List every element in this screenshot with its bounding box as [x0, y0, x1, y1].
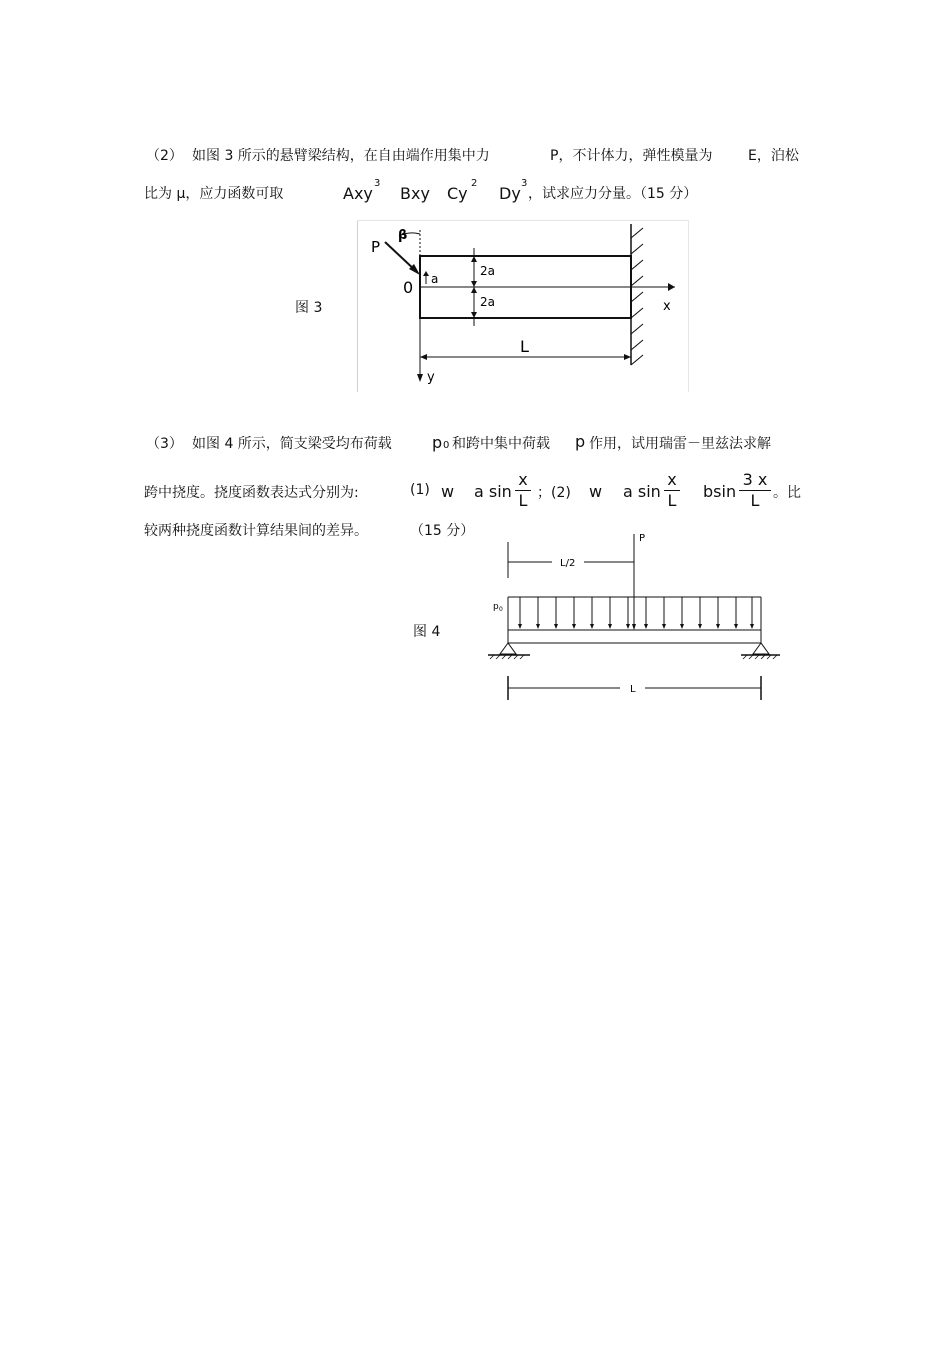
stress-function-C: Cy	[447, 184, 468, 203]
y-axis-label: y	[427, 370, 435, 385]
deflection-function1-asin: a sin	[474, 482, 512, 501]
span-L-label: L	[630, 684, 636, 695]
half-span-label: L/2	[560, 558, 576, 569]
deflection-function1-w: w	[441, 482, 455, 501]
right-roller-support	[753, 643, 769, 654]
fraction1-numerator: x	[518, 470, 528, 489]
fraction2-denominator: L	[667, 491, 677, 510]
dimension-a-label: a	[431, 272, 439, 286]
problem3-text-line1: 如图 4 所示，简支梁受均布荷载	[192, 436, 392, 452]
distributed-load-label-subscript: 0	[499, 606, 503, 613]
distributed-load-arrows	[518, 597, 754, 629]
beam-body	[508, 630, 761, 643]
origin-label: 0	[403, 278, 414, 297]
x-axis-arrow	[668, 283, 675, 291]
problem3-text-line3: 较两种挠度函数计算结果间的差异。	[144, 523, 368, 539]
stress-function-C-exponent: 2	[471, 178, 478, 189]
problem3-text-line2: 跨中挠度。挠度函数表达式分别为:	[144, 485, 359, 501]
length-arrow-right	[624, 354, 631, 360]
problem3-score: （15 分）	[410, 523, 475, 539]
stress-function-A-exponent: 3	[374, 178, 381, 189]
figure3-label: 图 3	[295, 300, 323, 316]
fraction1-denominator: L	[518, 491, 528, 510]
figure4-simply-supported-beam	[480, 528, 790, 708]
dimension-2a-top: 2a	[480, 264, 495, 278]
problem2-text-line1: 如图 3 所示的悬臂梁结构，在自由端作用集中力	[192, 148, 490, 164]
beta-label: β	[398, 228, 408, 243]
stress-function-D: Dy	[499, 184, 521, 203]
deflection-function1-fraction	[515, 471, 531, 510]
point-load-label: P	[639, 533, 646, 544]
stress-function-B: Bxy	[400, 184, 430, 203]
problem2-text-line2: 比为 μ，应力函数可取	[144, 186, 284, 202]
problem3-text-concentrated: 和跨中集中荷载	[452, 436, 550, 452]
deflection-function2-label: ；(2)	[537, 485, 571, 501]
deflection-function2-asin: a sin	[623, 482, 661, 501]
point-load-arrow	[632, 624, 636, 630]
force-p-label: P	[371, 238, 381, 256]
length-L-label: L	[520, 337, 529, 356]
figure4-label: 图 4	[413, 624, 441, 640]
load-p0: p	[432, 433, 443, 452]
stress-function-D-exponent: 3	[521, 178, 528, 189]
problem3-text-line2-end: 。比	[773, 485, 801, 501]
problem2-text-force: P，不计体力，弹性模量为	[550, 148, 713, 164]
a-dimension-arrow	[423, 271, 429, 276]
deflection-function2-fraction2	[739, 471, 771, 510]
fraction3-denominator: L	[750, 491, 760, 510]
problem3-text-method: 作用，试用瑞雷－里兹法求解	[589, 436, 771, 452]
x-axis-label: x	[663, 299, 671, 314]
y-axis-arrow	[417, 374, 423, 382]
dim-arrow-mid-up	[471, 281, 477, 287]
wall-hatching	[631, 228, 643, 365]
length-arrow-left	[420, 354, 427, 360]
deflection-function2-w: w	[589, 482, 603, 501]
problem3-number: （3）	[146, 436, 183, 452]
problem2-number: （2）	[146, 148, 183, 164]
problem2-text-end: ，试求应力分量。（15 分）	[528, 186, 698, 202]
deflection-function1-label: (1)	[410, 482, 430, 498]
deflection-function2-bsin: bsin	[703, 482, 737, 501]
load-p: p	[575, 432, 586, 451]
load-p0-subscript: 0	[443, 440, 450, 451]
left-pin-support	[500, 643, 516, 654]
figure3-cantilever-diagram	[357, 220, 689, 392]
dimension-2a-bottom: 2a	[480, 295, 495, 309]
deflection-function2-fraction1	[664, 471, 680, 510]
dim-arrow-mid-down	[471, 287, 477, 293]
distributed-load-label: p	[493, 602, 499, 612]
fraction2-numerator: x	[667, 470, 677, 489]
stress-function-A: Axy	[343, 184, 373, 203]
problem2-text-modulus: E，泊松	[748, 148, 799, 164]
fraction3-numerator: 3 x	[742, 470, 768, 489]
